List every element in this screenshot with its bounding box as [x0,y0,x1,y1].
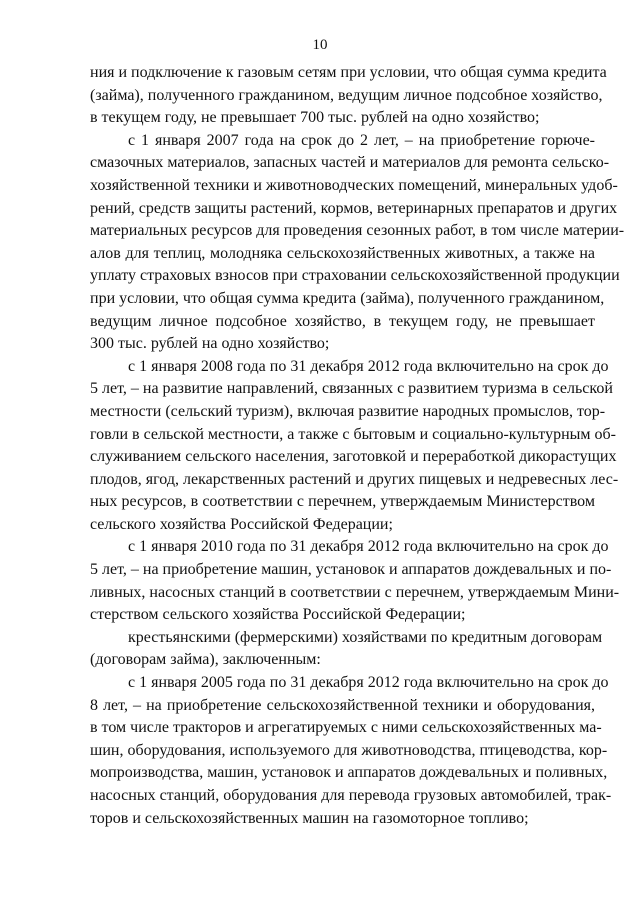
text-line: с 1 января 2007 года на срок до 2 лет, – на приобретение горюче- [128,131,595,149]
text-line: ных ресурсов, в соответствии с перечнем, утверждаемым Министерством [90,493,595,511]
text-line: мопроизводства, машин, установок и аппаратов дождевальных и поливных, [90,764,608,782]
page-number: 10 [312,37,328,53]
text-line: (договорам займа), заключенным: [90,651,321,669]
text-line: уплату страховых взносов при страховании сельскохозяйственной продукции [90,267,620,285]
document-body [90,62,625,830]
text-line: 300 тыс. рублей на одно хозяйство; [90,335,330,353]
text-line: с 1 января 2008 года по 31 декабря 2012 года включительно на срок до [128,357,609,375]
paragraph [90,130,625,356]
text-line: рений, средств защиты растений, кормов, ветеринарных препаратов и других [90,199,618,217]
paragraph [90,62,607,130]
paragraph [90,356,619,537]
text-line: смазочных материалов, запасных частей и материалов для ремонта сельско- [90,154,610,172]
text-line: торов и сельскохозяйственных машин на газомоторное топливо; [90,809,529,827]
text-line: ведущим личное подсобное хозяйство, в текущем году, не превышает [90,312,595,330]
text-line: ливных, насосных станций в соответствии с перечнем, утверждаемым Мини- [90,583,620,601]
text-line: с 1 января 2005 года по 31 декабря 2012 года включительно на срок до [128,674,609,692]
text-line: говли в сельской местности, а также с бытовым и социально-культурным об- [90,425,616,443]
text-line: (займа), полученного гражданином, ведущим личное подсобное хозяйство, [90,86,603,104]
text-line: 8 лет, – на приобретение сельскохозяйственной техники и оборудования, [90,696,595,714]
text-line: насосных станций, оборудования для перевода грузовых автомобилей, трак- [90,787,612,804]
text-line: 5 лет, – на развитие направлений, связанных с развитием туризма в сельской [90,380,613,398]
paragraph [90,536,620,626]
text-line: в текущем году, не превышает 700 тыс. рублей на одно хозяйство; [90,109,540,127]
text-line: алов для теплиц, молодняка сельскохозяйственных животных, а также на [90,244,595,262]
paragraph [90,672,612,830]
text-line: в том числе тракторов и агрегатируемых с ними сельскохозяйственных ма- [90,719,602,737]
text-line: с 1 января 2010 года по 31 декабря 2012 года включительно на срок до [128,538,609,556]
text-line: при условии, что общая сумма кредита (займа), полученного гражданином, [90,289,605,307]
text-line: шин, оборудования, используемого для животноводства, птицеводства, кор- [90,741,608,759]
text-line: ния и подключение к газовым сетям при условии, что общая сумма кредита [90,64,607,81]
text-line: хозяйственной техники и животноводческих помещений, минеральных удоб- [90,176,618,194]
text-line: материальных ресурсов для проведения сезонных работ, в том числе материи- [90,222,625,240]
text-line: стерством сельского хозяйства Российской Федерации; [90,606,466,624]
text-line: плодов, ягод, лекарственных растений и других пищевых и недревесных лес- [90,470,619,488]
paragraph [90,627,603,672]
text-line: местности (сельский туризм), включая развитие народных промыслов, тор- [90,402,606,420]
text-line: сельского хозяйства Российской Федерации; [90,515,393,533]
text-line: 5 лет, – на приобретение машин, установок и аппаратов дождевальных и по- [90,561,612,579]
text-line: крестьянскими (фермерскими) хозяйствами по кредитным договорам [128,628,603,646]
text-line: служиванием сельского населения, заготовкой и переработкой дикорастущих [90,448,617,466]
